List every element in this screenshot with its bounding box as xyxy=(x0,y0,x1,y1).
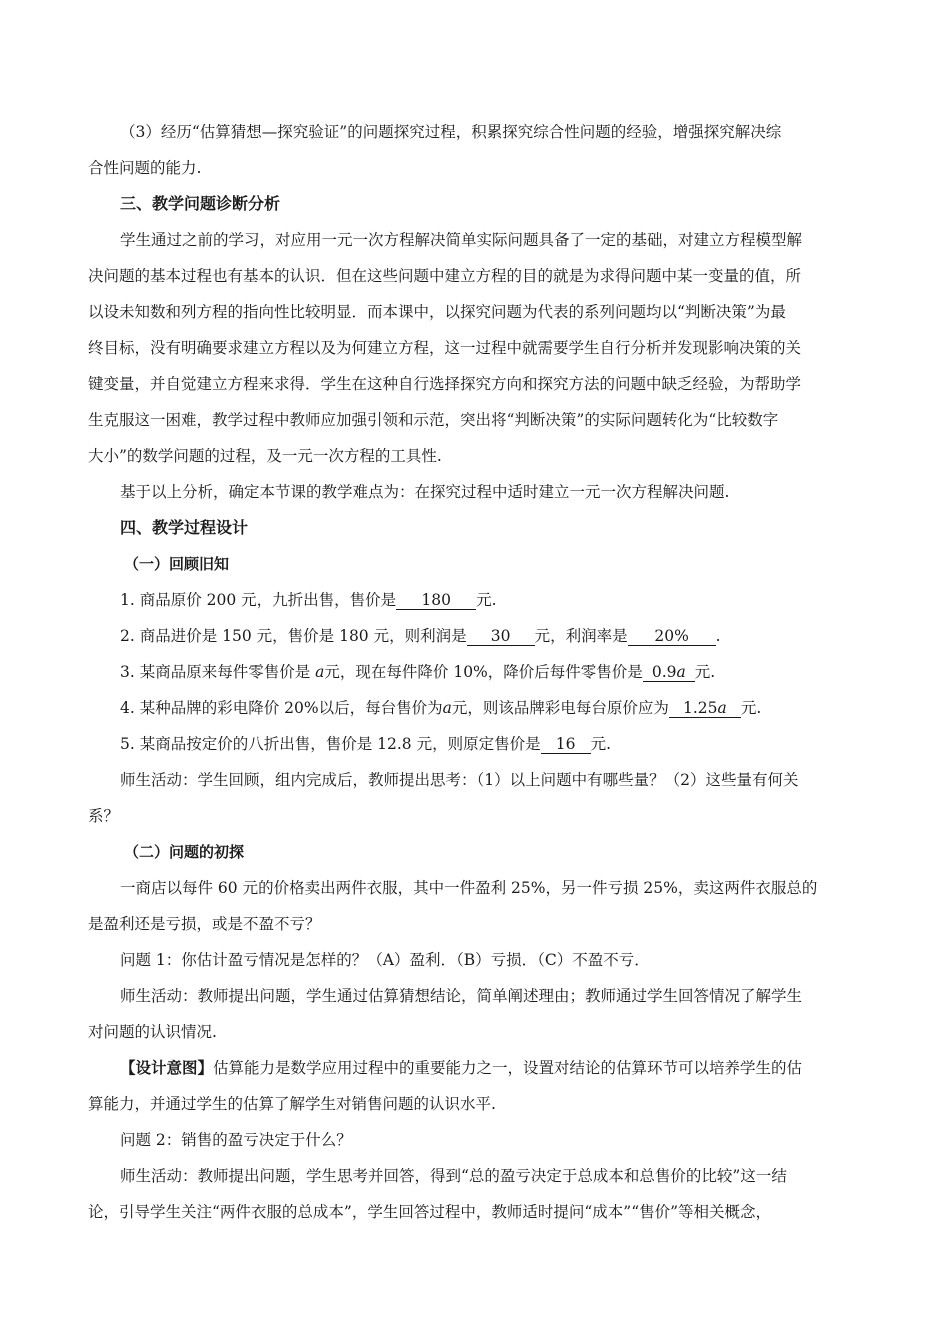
q4-answer xyxy=(669,700,741,718)
q5-text: 5. 某商品按定价的八折出售，售价是 12.8 元，则原定售价是 xyxy=(120,735,541,753)
section3-para-line: 终目标，没有明确要求建立方程以及为何建立方程，这一过程中就需要学生自行分析并发现影响决策的关 xyxy=(88,339,802,357)
review-question-2 xyxy=(120,626,721,646)
intro-line-1: （3）经历“估算猜想—探究验证”的问题探究过程，积累探究综合性问题的经验，增强探究解决综 xyxy=(120,123,782,141)
design-intent-text: 估算能力是数学应用过程中的重要能力之一，设置对结论的估算环节可以培养学生的估 xyxy=(213,1059,803,1077)
design-intent-label: 【设计意图】 xyxy=(120,1059,214,1077)
review-question-3 xyxy=(120,662,715,682)
q2-end: . xyxy=(715,627,721,645)
part1-activity-line-1: 师生活动：学生回顾，组内完成后，教师提出思考：（1）以上问题中有哪些量？（2）这些量有何关 xyxy=(120,771,799,789)
activity2-line-2: 论，引导学生关注“两件衣服的总成本”，学生回答过程中，教师适时提问“成本”“售价”等相关概念， xyxy=(88,1203,772,1221)
review-question-5 xyxy=(120,734,611,754)
design-intent-line-1 xyxy=(120,1058,802,1078)
q4-mid-text: 元，则该品牌彩电每台原价应为 xyxy=(451,699,669,717)
q3-unit: 元. xyxy=(694,663,716,681)
q4-answer-variable: a xyxy=(717,699,727,717)
intro-line-2: 合性问题的能力. xyxy=(88,159,202,177)
section3-para-line: 生克服这一困难，教学过程中教师应加强引领和示范，突出将“判断决策”的实际问题转化为“比较数字 xyxy=(88,411,779,429)
problem-line-1: 一商店以每件 60 元的价格卖出两件衣服，其中一件盈利 25%，另一件亏损 25%，卖这两件衣服总的 xyxy=(120,879,818,897)
q2-answer-rate: 20% xyxy=(628,628,716,646)
q3-answer xyxy=(643,664,695,682)
review-question-1 xyxy=(120,590,497,610)
q3-mid-text: 元，现在每件降价 10%，降价后每件零售价是 xyxy=(324,663,643,681)
q4-answer-number: 1.25 xyxy=(682,699,718,717)
part1-activity-line-2: 系？ xyxy=(88,807,120,825)
activity2-line-1: 师生活动：教师提出问题，学生思考并回答，得到“总的盈亏决定于总成本和总售价的比较”这一结 xyxy=(120,1167,787,1185)
section3-heading: 三、教学问题诊断分析 xyxy=(120,194,281,213)
q1-answer: 180 xyxy=(396,592,476,610)
q4-unit: 元. xyxy=(740,699,762,717)
q1-unit: 元. xyxy=(476,591,497,609)
q5-unit: 元. xyxy=(590,735,612,753)
section3-para-line: 决问题的基本过程也有基本的认识．但在这些问题中建立方程的目的就是为求得问题中某一变量的值，所 xyxy=(88,267,802,285)
q5-answer: 16 xyxy=(541,736,591,754)
section3-para-line: 以设未知数和列方程的指向性比较明显．而本课中，以探究问题为代表的系列问题均以“判断决策”为最 xyxy=(88,303,786,321)
part2-heading: （二）问题的初探 xyxy=(124,843,245,861)
q4-text: 4. 某种品牌的彩电降价 20%以后，每台售价为 xyxy=(120,699,443,717)
q2-mid-text: 元，利润率是 xyxy=(534,627,628,645)
section3-para-line: 学生通过之前的学习，对应用一元一次方程解决简单实际问题具备了一定的基础，对建立方程模型解 xyxy=(120,231,803,249)
q1-text: 1. 商品原价 200 元，九折出售，售价是 xyxy=(120,591,397,609)
question-1: 问题 1：你估计盈亏情况是怎样的？（A）盈利．（B）亏损．（C）不盈不亏． xyxy=(120,951,650,969)
question-2: 问题 2：销售的盈亏决定于什么？ xyxy=(120,1131,352,1149)
problem-line-2: 是盈利还是亏损，或是不盈不亏？ xyxy=(88,915,321,933)
q3-answer-variable: a xyxy=(676,663,686,681)
section4-heading: 四、教学过程设计 xyxy=(120,518,249,537)
q3-variable: a xyxy=(315,663,325,681)
section3-para-line: 键变量，并自觉建立方程来求得．学生在这种自行选择探究方向和探究方法的问题中缺乏经验，为帮助学 xyxy=(88,375,802,393)
difficulty-statement: 基于以上分析，确定本节课的教学难点为：在探究过程中适时建立一元一次方程解决问题. xyxy=(120,483,730,501)
q2-answer-profit: 30 xyxy=(467,628,535,646)
section3-para-line: 大小”的数学问题的过程，及一元一次方程的工具性. xyxy=(88,447,442,465)
design-intent-line-2: 算能力，并通过学生的估算了解学生对销售问题的认识水平. xyxy=(88,1095,496,1113)
activity1-line-2: 对问题的认识情况. xyxy=(88,1023,217,1041)
activity1-line-1: 师生活动：教师提出问题，学生通过估算猜想结论，简单阐述理由；教师通过学生回答情况了解学生 xyxy=(120,987,803,1005)
review-question-4 xyxy=(120,698,761,718)
part1-heading: （一）回顾旧知 xyxy=(124,555,230,573)
q2-text: 2. 商品进价是 150 元，售价是 180 元，则利润是 xyxy=(120,627,467,645)
q3-text: 3. 某商品原来每件零售价是 xyxy=(120,663,311,681)
q3-answer-number: 0.9 xyxy=(651,663,677,681)
q4-variable: a xyxy=(442,699,452,717)
